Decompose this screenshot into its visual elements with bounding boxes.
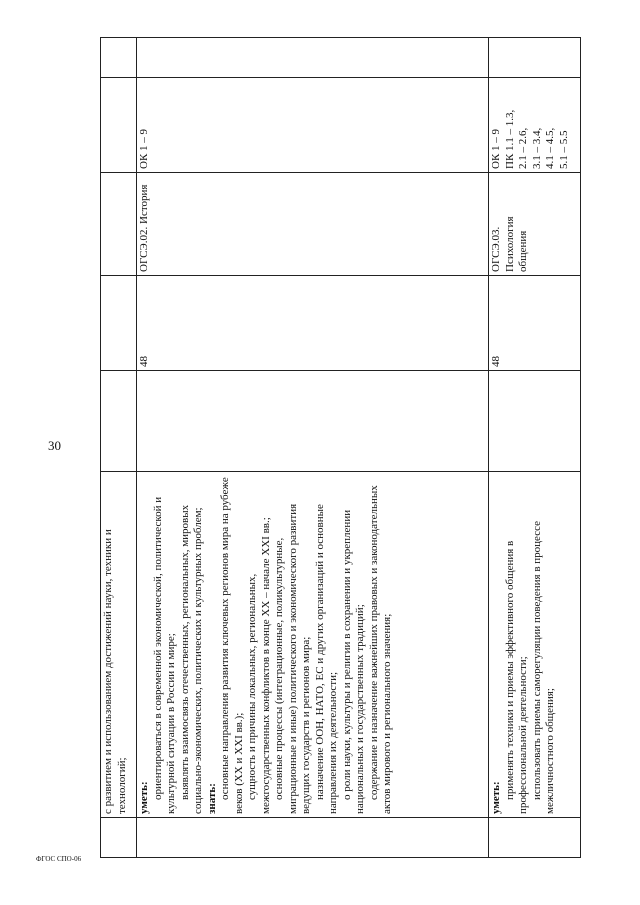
- row-end-cell: [137, 38, 489, 78]
- discipline-cell: ОГСЭ.02. История: [137, 173, 489, 276]
- row-code-cell: [489, 818, 581, 858]
- required-hours-cell: 48: [489, 276, 581, 371]
- table-row: [137, 38, 489, 858]
- page-number: 30: [48, 438, 61, 453]
- required-hours-cell: [101, 276, 137, 371]
- footer-text: ФГОС СПО-06: [36, 855, 82, 863]
- max-hours-cell: [489, 371, 581, 472]
- competency-codes-cell: ОК 1 – 9 ПК 1.1 – 1.3, 2.1 – 2.6, 3.1 – 3.4, 4.1 – 4.5, 5.1 – 5.5: [489, 78, 581, 173]
- required-hours-cell: 48: [137, 276, 489, 371]
- competency-codes-cell: [101, 78, 137, 173]
- discipline-cell: [101, 173, 137, 276]
- competency-codes-cell: ОК 1 – 9: [137, 78, 489, 173]
- requirements-cell: уметь: применять техники и приемы эффективного общения в профессиональной деятельности; использовать приемы саморегуляции поведения в процессе межличностного общения;: [489, 472, 581, 818]
- row-code-cell: [137, 818, 489, 858]
- row-code-cell: [101, 818, 137, 858]
- rotated-table-wrapper: [100, 38, 580, 858]
- discipline-cell: ОГСЭ.03. Психология общения: [489, 173, 581, 276]
- max-hours-cell: [137, 371, 489, 472]
- table-row: [489, 38, 581, 858]
- max-hours-cell: [101, 371, 137, 472]
- row-end-cell: [101, 38, 137, 78]
- row-end-cell: [489, 38, 581, 78]
- competency-table: [100, 37, 581, 858]
- requirements-cell: с развитием и использованием достижений науки, техники и технологий;: [101, 472, 137, 818]
- table-row: [101, 38, 137, 858]
- requirements-cell: уметь: ориентироваться в современной экономической, политической и культурной ситуации в России и мире; выявлять взаимосвязь отечественных, региональных, мировых социально-экономических, политических и культурных проблем; знать: основные направления развития ключевых регионов мира на рубеже веков (XX и XXI вв.); сущность и причины локальных, региональных, межгосударственных конфликтов в конце XX – начале XXI вв.; основные процессы (интеграционные, поликультурные, миграционные и иные) политического и экономического развития ведущих государств и регионов мира; назначение ООН, НАТО, ЕС и других организаций и основные направления их деятельности; о роли науки, культуры и религии в сохранении и укреплении национальных и государственных традиций; содержание и назначение важнейших правовых и законодательных актов мирового и регионального значения;: [137, 472, 489, 818]
